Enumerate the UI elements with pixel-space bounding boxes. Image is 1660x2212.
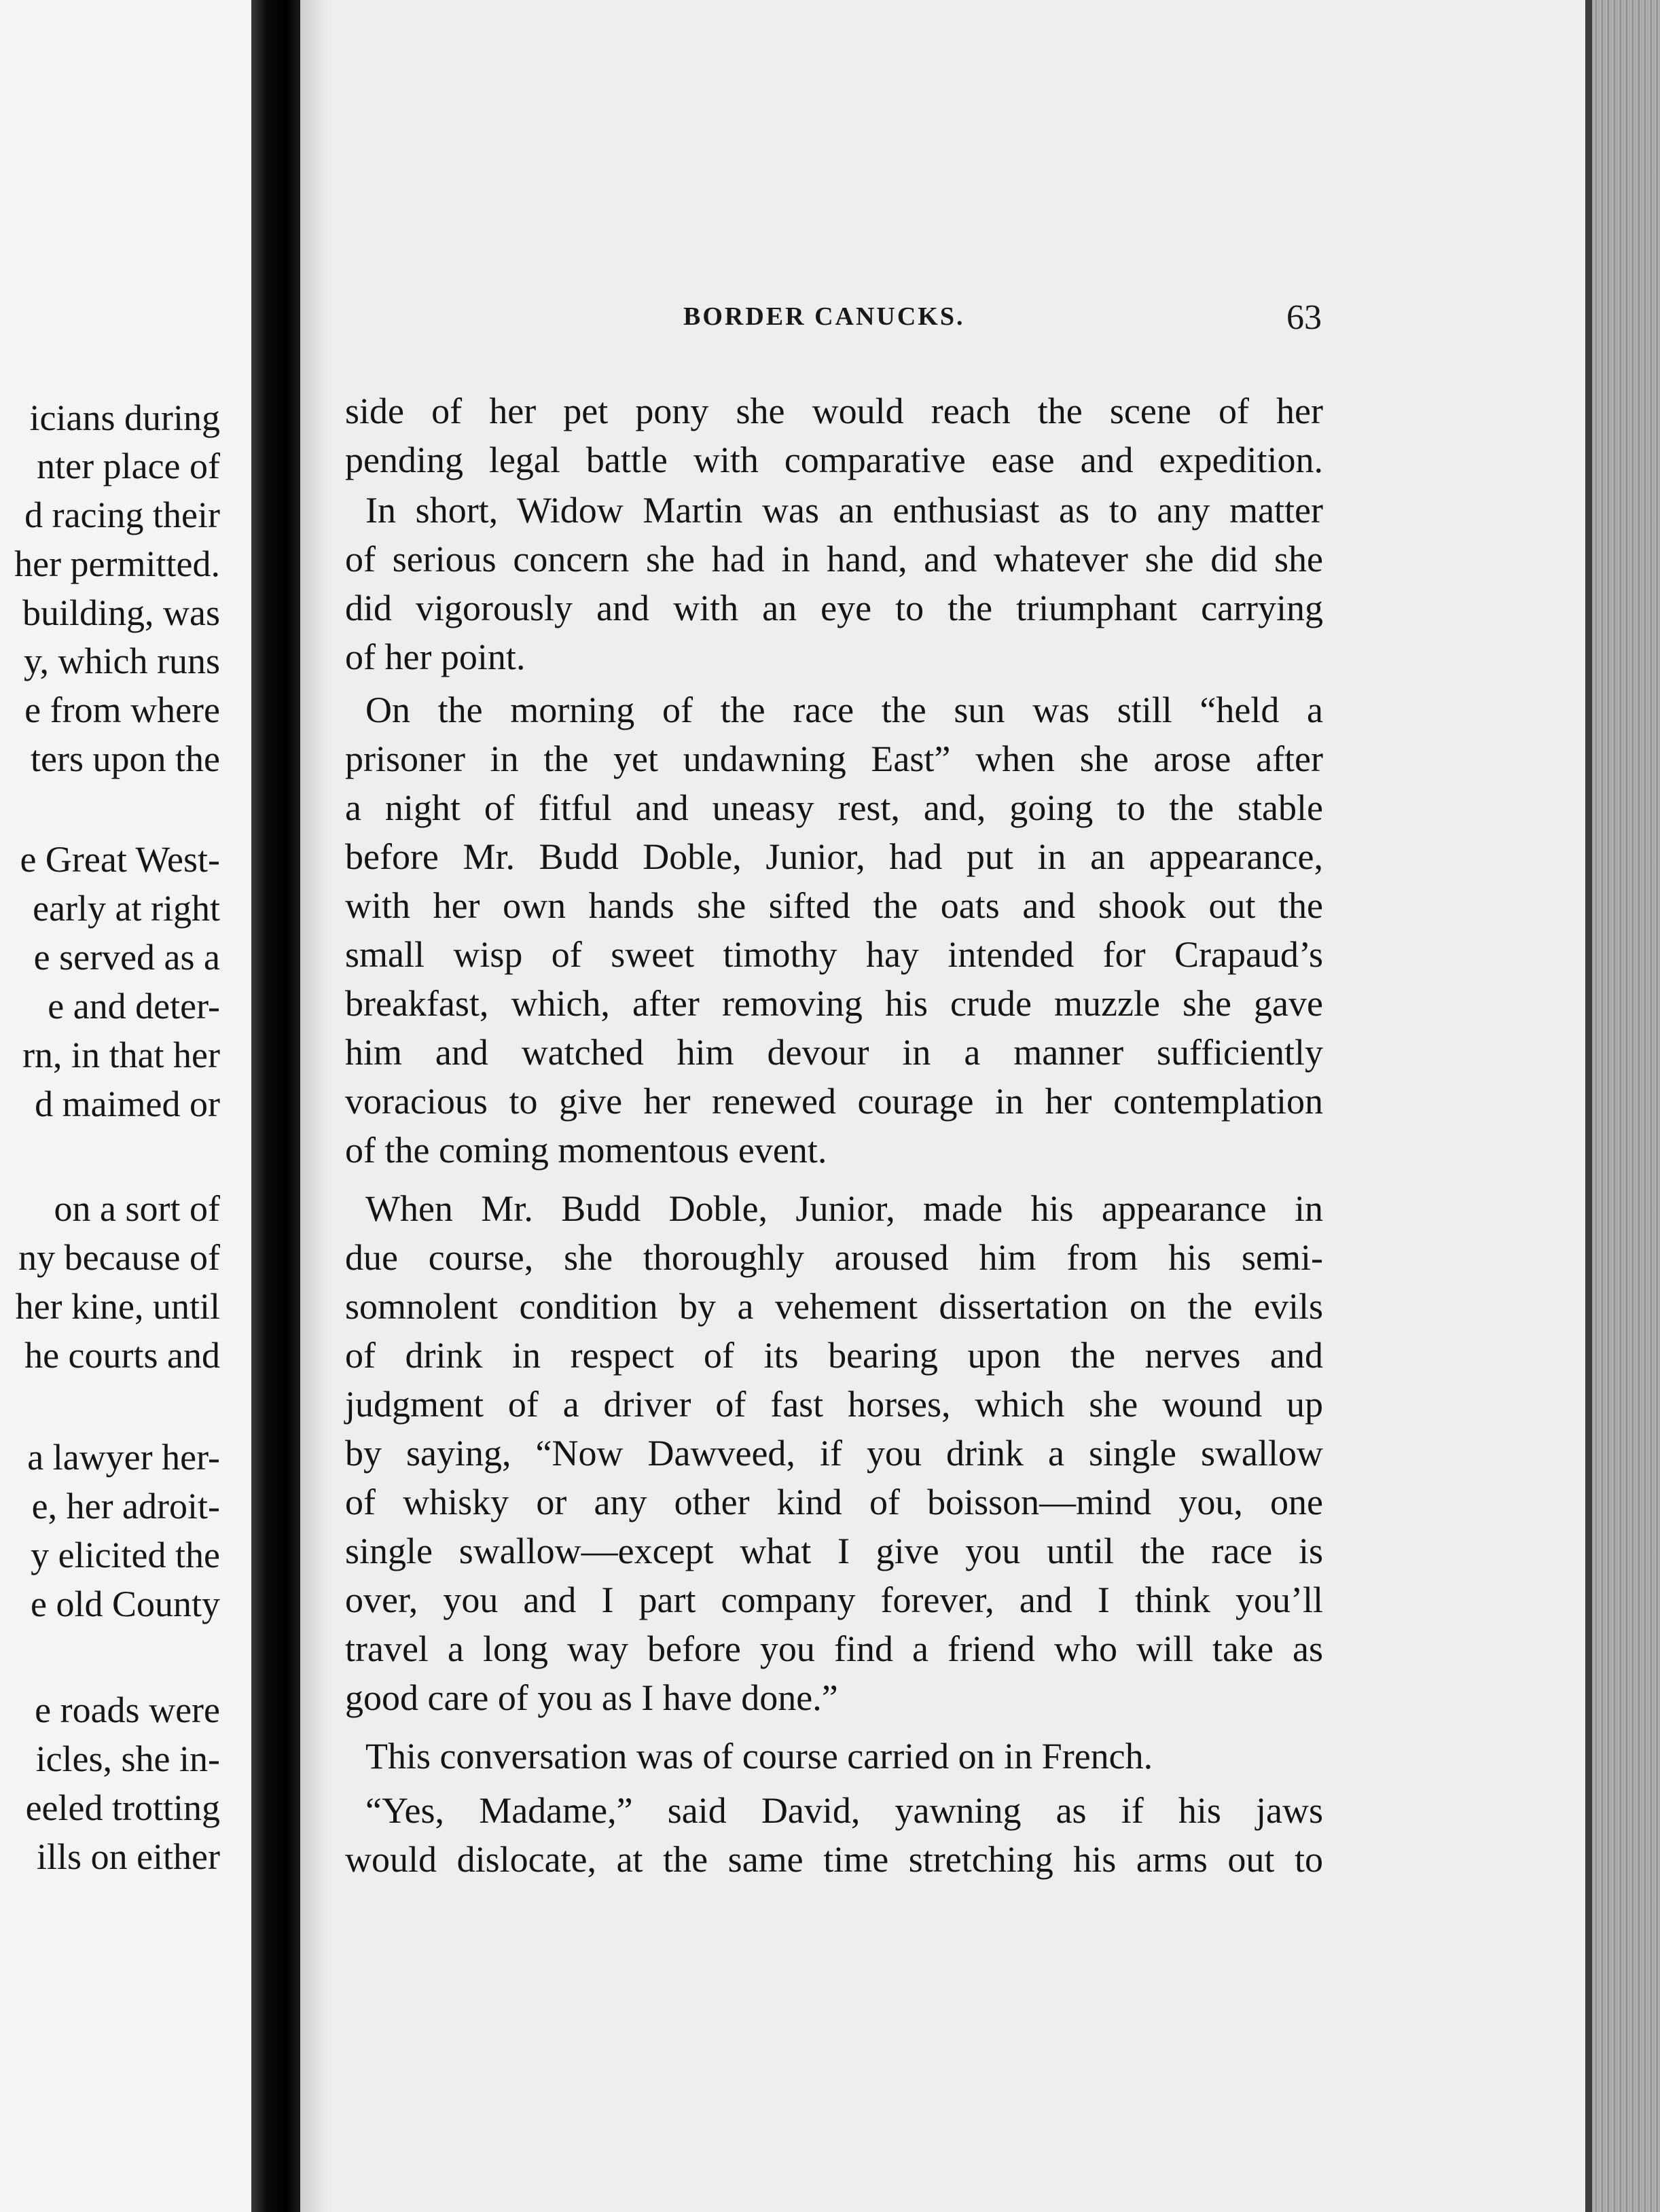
text-line: small wisp of sweet timothy hay intended for Crapaud’s: [345, 934, 1323, 975]
left-page-line: eeled trotting: [25, 1787, 220, 1828]
left-page-line: a lawyer her-: [27, 1437, 220, 1478]
left-page-line: building, was: [22, 592, 220, 633]
book-gutter: [251, 0, 300, 2212]
left-page-line: ills on either: [37, 1836, 220, 1877]
left-page-line: icians during: [29, 397, 220, 438]
running-head: BORDER CANUCKS.: [683, 302, 965, 331]
text-line: judgment of a driver of fast horses, which she wound up: [345, 1384, 1323, 1425]
text-line: voracious to give her renewed courage in her contemplation: [345, 1081, 1323, 1122]
text-line: a night of fitful and uneasy rest, and, going to the stable: [345, 787, 1323, 828]
left-page-line: nter place of: [37, 446, 220, 486]
text-line: of drink in respect of its bearing upon the nerves and: [345, 1335, 1323, 1376]
left-page-line: he courts and: [24, 1335, 220, 1376]
left-page-line: e served as a: [33, 937, 220, 978]
text-line: would dislocate, at the same time stretching his arms out to: [345, 1839, 1323, 1880]
text-line: of her point.: [345, 637, 526, 677]
text-line: In short, Widow Martin was an enthusiast as to any matter: [365, 490, 1323, 531]
left-page-line: e roads were: [35, 1690, 220, 1730]
text-line: travel a long way before you find a friend who will take as: [345, 1628, 1323, 1669]
text-line: prisoner in the yet undawning East” when she arose after: [345, 738, 1323, 779]
text-line: by saying, “Now Dawveed, if you drink a single swallow: [345, 1433, 1323, 1474]
text-line: of serious concern she had in hand, and whatever she did she: [345, 539, 1323, 579]
text-line: single swallow—except what I give you until the race is: [345, 1531, 1323, 1571]
text-line: with her own hands she sifted the oats and shook out the: [345, 885, 1323, 926]
left-page-line: y elicited the: [31, 1535, 220, 1575]
left-facing-page: [0, 0, 251, 2212]
text-line: did vigorously and with an eye to the triumphant carrying: [345, 588, 1323, 628]
page-number: 63: [1286, 298, 1322, 337]
left-page-line: d racing their: [24, 495, 220, 535]
left-page-line: her kine, until: [15, 1286, 220, 1327]
text-line: somnolent condition by a vehement dissertation on the evils: [345, 1286, 1323, 1327]
body-text: [345, 0, 1323, 2212]
text-line: good care of you as I have done.”: [345, 1677, 838, 1718]
gutter-shadow: [300, 0, 327, 2212]
text-line: over, you and I part company forever, and I think you’ll: [345, 1580, 1323, 1620]
left-page-line: y, which runs: [24, 641, 220, 681]
left-page-line: d maimed or: [35, 1084, 220, 1124]
left-page-line: e and deter-: [48, 986, 220, 1027]
text-line: pending legal battle with comparative ease and expedition.: [345, 440, 1323, 480]
text-line: “Yes, Madame,” said David, yawning as if his jaws: [365, 1790, 1323, 1831]
text-line: breakfast, which, after removing his crude muzzle she gave: [345, 983, 1323, 1024]
text-line: This conversation was of course carried on in French.: [365, 1736, 1153, 1777]
left-page-line: her permitted.: [14, 543, 220, 584]
left-page-line: on a sort of: [54, 1188, 220, 1229]
left-page-line: ny because of: [18, 1237, 220, 1278]
text-line: due course, she thoroughly aroused him from his semi-: [345, 1237, 1323, 1278]
text-line: On the morning of the race the sun was still “held a: [365, 690, 1323, 730]
left-page-line: e from where: [24, 690, 220, 730]
text-line: him and watched him devour in a manner sufficiently: [345, 1032, 1323, 1073]
text-line: When Mr. Budd Doble, Junior, made his appearance in: [365, 1188, 1323, 1229]
left-page-line: e Great West-: [20, 839, 220, 880]
text-line: of the coming momentous event.: [345, 1130, 827, 1171]
text-line: side of her pet pony she would reach the scene of her: [345, 391, 1323, 431]
left-page-line: early at right: [33, 888, 220, 929]
left-page-line: icles, she in-: [35, 1738, 220, 1779]
left-page-line: e, her adroit-: [31, 1486, 220, 1527]
left-page-line: ters upon the: [31, 738, 220, 779]
left-page-line: rn, in that her: [22, 1035, 220, 1075]
page-block-edges: [1592, 0, 1660, 2212]
left-page-line: e old County: [31, 1584, 220, 1624]
text-line: before Mr. Budd Doble, Junior, had put in an appearance,: [345, 836, 1323, 877]
text-line: of whisky or any other kind of boisson—mind you, one: [345, 1482, 1323, 1522]
